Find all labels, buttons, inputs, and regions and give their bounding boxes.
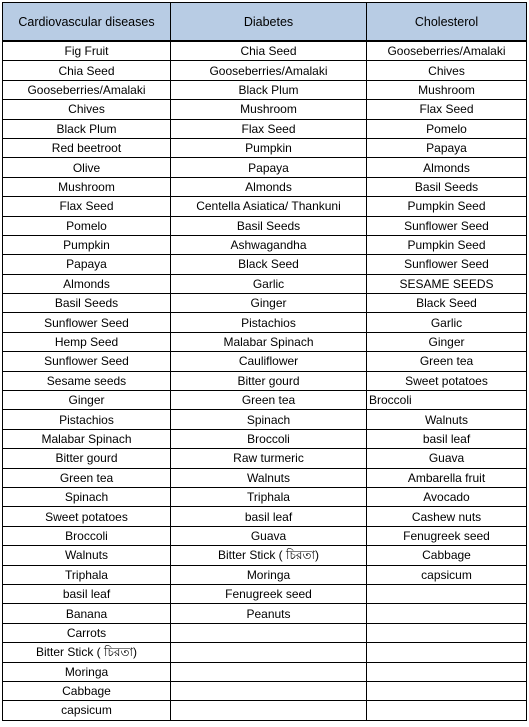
cell-cholesterol: capsicum xyxy=(367,565,527,584)
table-row xyxy=(3,546,527,565)
table-row xyxy=(3,507,527,526)
table-row xyxy=(3,235,527,254)
table-row xyxy=(3,41,527,61)
cell-diabetes: Chia Seed xyxy=(171,41,367,61)
cell-cardiovascular: Sunflower Seed xyxy=(3,313,171,332)
cell-diabetes: Broccoli xyxy=(171,429,367,448)
table-header xyxy=(3,3,527,42)
table-row xyxy=(3,565,527,584)
cell-cardiovascular: Sweet potatoes xyxy=(3,507,171,526)
table-row xyxy=(3,681,527,700)
cell-cardiovascular: Cabbage xyxy=(3,681,171,700)
cell-diabetes: Papaya xyxy=(171,158,367,177)
cell-diabetes: Garlic xyxy=(171,274,367,293)
cell-diabetes xyxy=(171,643,367,662)
table-row xyxy=(3,332,527,351)
cell-cholesterol: Broccoli xyxy=(367,391,527,410)
cell-cholesterol: Chives xyxy=(367,61,527,80)
cell-cardiovascular: Bitter gourd xyxy=(3,449,171,468)
cell-cholesterol: Cabbage xyxy=(367,546,527,565)
table-row xyxy=(3,138,527,157)
table-row xyxy=(3,584,527,603)
table-row xyxy=(3,177,527,196)
cell-cardiovascular: Broccoli xyxy=(3,526,171,545)
cell-cholesterol: Garlic xyxy=(367,313,527,332)
cell-cholesterol: Flax Seed xyxy=(367,100,527,119)
cell-cardiovascular: Gooseberries/Amalaki xyxy=(3,80,171,99)
cell-diabetes: Walnuts xyxy=(171,468,367,487)
cell-diabetes: Gooseberries/Amalaki xyxy=(171,61,367,80)
cell-diabetes: Green tea xyxy=(171,391,367,410)
cell-cholesterol: Green tea xyxy=(367,352,527,371)
table-row xyxy=(3,216,527,235)
table-row xyxy=(3,119,527,138)
cell-cardiovascular: Hemp Seed xyxy=(3,332,171,351)
cell-diabetes: Raw turmeric xyxy=(171,449,367,468)
table-row xyxy=(3,604,527,623)
cell-diabetes: Cauliflower xyxy=(171,352,367,371)
cell-cholesterol: Ambarella fruit xyxy=(367,468,527,487)
table-row xyxy=(3,274,527,293)
cell-cholesterol xyxy=(367,623,527,642)
table-row xyxy=(3,449,527,468)
cell-diabetes: Centella Asiatica/ Thankuni xyxy=(171,197,367,216)
cell-cardiovascular: Almonds xyxy=(3,274,171,293)
cell-cholesterol xyxy=(367,584,527,603)
cell-cardiovascular: Banana xyxy=(3,604,171,623)
cell-diabetes: Pumpkin xyxy=(171,138,367,157)
cell-diabetes: Black Seed xyxy=(171,255,367,274)
cell-cholesterol: Walnuts xyxy=(367,410,527,429)
cell-cardiovascular: Pumpkin xyxy=(3,235,171,254)
cell-diabetes: Bitter gourd xyxy=(171,371,367,390)
cell-diabetes: Ginger xyxy=(171,294,367,313)
cell-cardiovascular: capsicum xyxy=(3,701,171,720)
cell-cardiovascular: Chives xyxy=(3,100,171,119)
cell-cholesterol: Pumpkin Seed xyxy=(367,197,527,216)
cell-diabetes: Peanuts xyxy=(171,604,367,623)
table-row xyxy=(3,526,527,545)
header-row xyxy=(3,3,527,42)
cell-cholesterol: Pomelo xyxy=(367,119,527,138)
cell-cholesterol xyxy=(367,643,527,662)
table-row xyxy=(3,352,527,371)
cell-cardiovascular: basil leaf xyxy=(3,584,171,603)
cell-diabetes: Triphala xyxy=(171,487,367,506)
table-row xyxy=(3,255,527,274)
cell-cardiovascular: Walnuts xyxy=(3,546,171,565)
table-row xyxy=(3,158,527,177)
table-row xyxy=(3,662,527,681)
column-header-cholesterol: Cholesterol xyxy=(367,3,527,42)
cell-cholesterol: Fenugreek seed xyxy=(367,526,527,545)
table-row xyxy=(3,371,527,390)
cell-cholesterol: Guava xyxy=(367,449,527,468)
cell-diabetes xyxy=(171,701,367,720)
cell-cardiovascular: Red beetroot xyxy=(3,138,171,157)
cell-diabetes: Black Plum xyxy=(171,80,367,99)
cell-cardiovascular: Flax Seed xyxy=(3,197,171,216)
cell-cholesterol: basil leaf xyxy=(367,429,527,448)
cell-cholesterol: Basil Seeds xyxy=(367,177,527,196)
cell-cardiovascular: Olive xyxy=(3,158,171,177)
cell-diabetes: Guava xyxy=(171,526,367,545)
cell-diabetes: Almonds xyxy=(171,177,367,196)
table-body xyxy=(3,41,527,720)
cell-diabetes: Pistachios xyxy=(171,313,367,332)
cell-diabetes: Fenugreek seed xyxy=(171,584,367,603)
cell-cholesterol: Almonds xyxy=(367,158,527,177)
cell-cholesterol xyxy=(367,681,527,700)
column-header-cardiovascular: Cardiovascular diseases xyxy=(3,3,171,42)
cell-cholesterol: Mushroom xyxy=(367,80,527,99)
cell-cardiovascular: Carrots xyxy=(3,623,171,642)
cell-cardiovascular: Papaya xyxy=(3,255,171,274)
cell-diabetes xyxy=(171,623,367,642)
cell-cardiovascular: Chia Seed xyxy=(3,61,171,80)
table-row xyxy=(3,643,527,662)
cell-cholesterol: Papaya xyxy=(367,138,527,157)
cell-cholesterol: Black Seed xyxy=(367,294,527,313)
table-row xyxy=(3,468,527,487)
cell-cholesterol xyxy=(367,662,527,681)
cell-cholesterol: Sweet potatoes xyxy=(367,371,527,390)
cell-cardiovascular: Pistachios xyxy=(3,410,171,429)
table-row xyxy=(3,80,527,99)
table-row xyxy=(3,391,527,410)
cell-cardiovascular: Malabar Spinach xyxy=(3,429,171,448)
cell-diabetes: basil leaf xyxy=(171,507,367,526)
column-header-diabetes: Diabetes xyxy=(171,3,367,42)
table-row xyxy=(3,197,527,216)
cell-cholesterol: Sunflower Seed xyxy=(367,255,527,274)
table-row xyxy=(3,294,527,313)
cell-cardiovascular: Fig Fruit xyxy=(3,41,171,61)
cell-cardiovascular: Triphala xyxy=(3,565,171,584)
cell-cholesterol: Pumpkin Seed xyxy=(367,235,527,254)
table-row xyxy=(3,701,527,720)
cell-diabetes: Malabar Spinach xyxy=(171,332,367,351)
cell-cardiovascular: Green tea xyxy=(3,468,171,487)
table-row xyxy=(3,61,527,80)
cell-cholesterol: Cashew nuts xyxy=(367,507,527,526)
cell-diabetes: Basil Seeds xyxy=(171,216,367,235)
cell-cholesterol: SESAME SEEDS xyxy=(367,274,527,293)
cell-diabetes: Spinach xyxy=(171,410,367,429)
table-row xyxy=(3,410,527,429)
cell-diabetes: Moringa xyxy=(171,565,367,584)
cell-cardiovascular: Black Plum xyxy=(3,119,171,138)
cell-diabetes: Ashwagandha xyxy=(171,235,367,254)
cell-cholesterol: Ginger xyxy=(367,332,527,351)
cell-cholesterol: Gooseberries/Amalaki xyxy=(367,41,527,61)
table-row xyxy=(3,429,527,448)
cell-cardiovascular: Spinach xyxy=(3,487,171,506)
cell-cardiovascular: Sesame seeds xyxy=(3,371,171,390)
cell-cardiovascular: Mushroom xyxy=(3,177,171,196)
table-row xyxy=(3,313,527,332)
cell-cardiovascular: Ginger xyxy=(3,391,171,410)
cell-cholesterol xyxy=(367,701,527,720)
cell-cardiovascular: Moringa xyxy=(3,662,171,681)
table-row xyxy=(3,100,527,119)
cell-cholesterol xyxy=(367,604,527,623)
cell-cholesterol: Sunflower Seed xyxy=(367,216,527,235)
table-row xyxy=(3,487,527,506)
cell-cardiovascular: Basil Seeds xyxy=(3,294,171,313)
cell-diabetes: Mushroom xyxy=(171,100,367,119)
cell-cardiovascular: Bitter Stick ( চিরতা) xyxy=(3,643,171,662)
table-row xyxy=(3,623,527,642)
cell-diabetes: Bitter Stick ( চিরতা) xyxy=(171,546,367,565)
cell-cholesterol: Avocado xyxy=(367,487,527,506)
cell-cardiovascular: Pomelo xyxy=(3,216,171,235)
cell-cardiovascular: Sunflower Seed xyxy=(3,352,171,371)
cell-diabetes xyxy=(171,662,367,681)
cell-diabetes xyxy=(171,681,367,700)
cell-diabetes: Flax Seed xyxy=(171,119,367,138)
food-table xyxy=(2,2,527,721)
